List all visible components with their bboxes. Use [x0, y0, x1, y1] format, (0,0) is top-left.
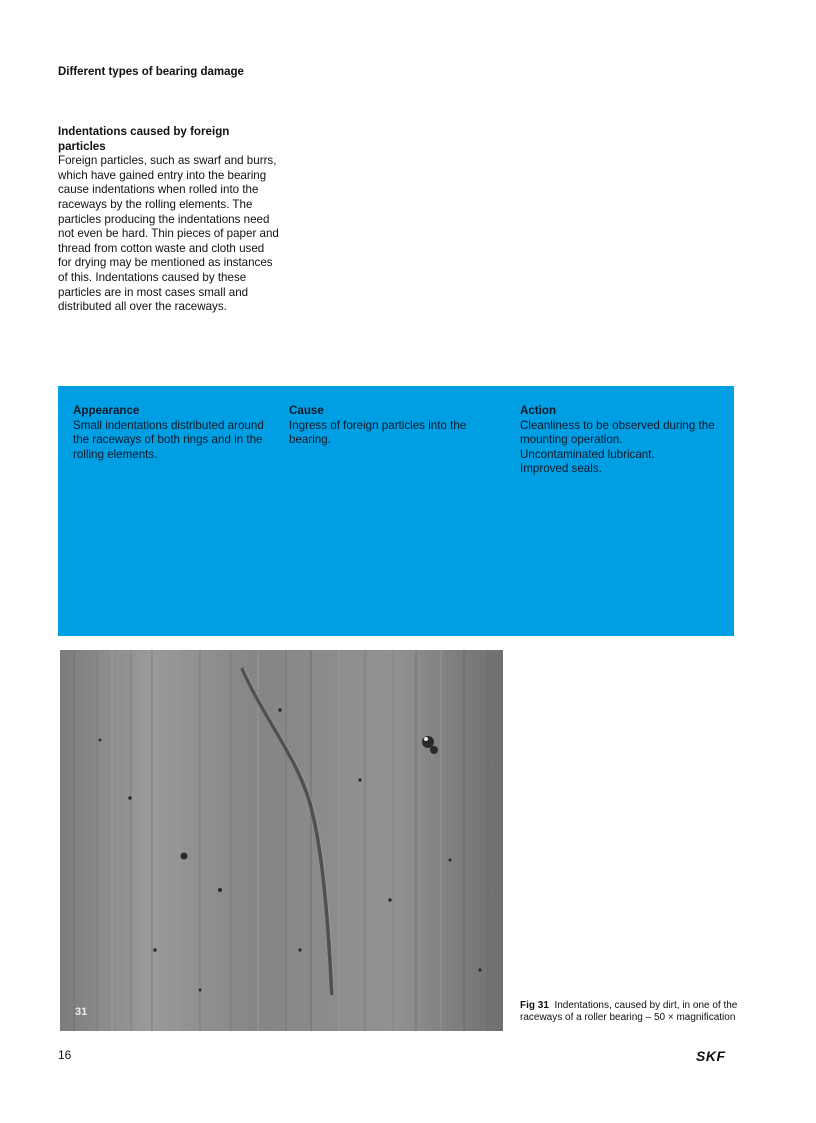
action-line: Cleanliness to be observed during the mounting operation. — [520, 418, 715, 447]
raceway-micrograph — [60, 650, 503, 1031]
figure-number: 31 — [75, 1006, 88, 1018]
figure-caption — [520, 1000, 740, 1023]
action-line: Uncontaminated lubricant. — [520, 447, 655, 461]
action-heading: Action — [520, 404, 557, 417]
intro-title: Indentations caused by foreign particles — [58, 125, 230, 153]
action-column — [520, 404, 720, 477]
page-number: 16 — [58, 1048, 72, 1062]
action-line: Improved seals. — [520, 462, 602, 476]
appearance-column — [73, 404, 273, 462]
appearance-text: Small indentations distributed around the raceways of both rings and in the rolling elements. — [73, 418, 264, 461]
appearance-heading: Appearance — [73, 404, 140, 417]
caption-label: Fig 31 — [520, 1000, 549, 1011]
intro-body: Foreign particles, such as swarf and burrs, which have gained entry into the bearing cause indentations when rolled into the raceways by the rolling elements. The particles producing the indentations need not even be hard. Thin pieces of paper and thread from cotton waste and cloth used for drying may be mentioned as instances of this. Indentations caused by these particles are in most cases small and distributed all over the raceways. — [58, 154, 279, 314]
info-panel — [58, 386, 734, 636]
raceway-photo — [60, 650, 503, 1031]
section-title: Different types of bearing damage — [58, 66, 244, 78]
cause-heading: Cause — [289, 404, 324, 417]
cause-text: Ingress of foreign particles into the bearing. — [289, 418, 467, 447]
cause-column — [289, 404, 489, 448]
caption-text: Indentations, caused by dirt, in one of the raceways of a roller bearing – 50 × magnification — [520, 1000, 738, 1023]
intro-section — [58, 125, 280, 315]
skf-logo: SKF — [696, 1048, 726, 1064]
